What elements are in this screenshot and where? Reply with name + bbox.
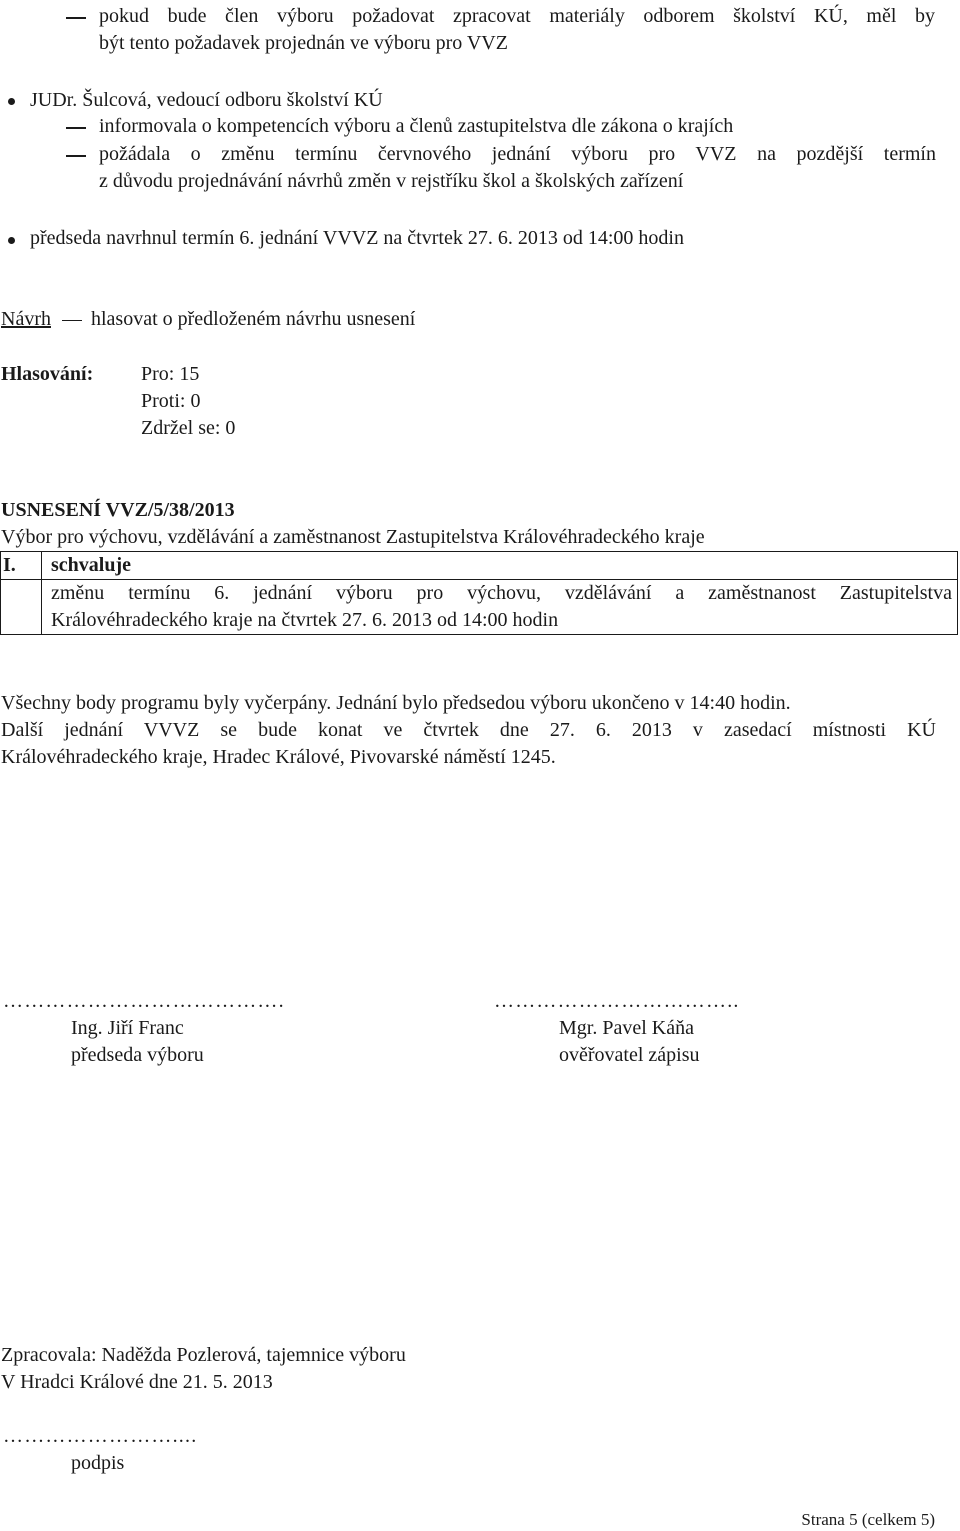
signature-role-right: ověřovatel zápisu bbox=[559, 1044, 700, 1066]
bullet-item-text: předseda navrhnul termín 6. jednání VVVZ na čtvrtek 27. 6. 2013 od 14:00 hodin bbox=[30, 227, 684, 249]
dash-marker bbox=[66, 155, 86, 157]
dash-item-text: informovala o kompetencích výboru a členů zastupitelstva dle zákona o krajích bbox=[99, 115, 734, 137]
resolution-table bbox=[0, 551, 958, 635]
prepared-by: Zpracovala: Naděžda Pozlerová, tajemnice výboru bbox=[1, 1344, 406, 1366]
voting-proti: Proti: 0 bbox=[141, 390, 201, 412]
page-number: Strana 5 (celkem 5) bbox=[801, 1510, 935, 1529]
closing-text: Všechny body programu byly vyčerpány. Jednání bylo předsedou výboru ukončeno v 14:40 hodin. bbox=[1, 692, 791, 714]
resolution-title: USNESENÍ VVZ/5/38/2013 bbox=[1, 499, 235, 521]
resolution-text: Královéhradeckého kraje na čtvrtek 27. 6. 2013 od 14:00 hodin bbox=[51, 609, 559, 631]
signature-name-left: Ing. Jiří Franc bbox=[71, 1017, 184, 1039]
bullet-item-text: JUDr. Šulcová, vedoucí odboru školství KÚ bbox=[30, 89, 383, 111]
dash-marker bbox=[66, 17, 86, 19]
sign-dots: …………………….... bbox=[3, 1425, 198, 1447]
sign-label: podpis bbox=[71, 1452, 125, 1474]
dash-item-text: požádala o změnu termínu červnového jednání výboru pro VVZ na pozdější termín bbox=[99, 143, 936, 165]
voting-pro: Pro: 15 bbox=[141, 363, 200, 385]
dash-item-text: z důvodu projednávání návrhů změn v rejstříku škol a školských zařízení bbox=[99, 170, 684, 192]
resolution-committee: Výbor pro výchovu, vzdělávání a zaměstnanost Zastupitelstva Královéhradeckého kraje bbox=[1, 526, 705, 548]
signature-line-right: …………………………….. bbox=[494, 990, 740, 1012]
bullet-marker bbox=[8, 98, 15, 105]
voting-zdrzel: Zdržel se: 0 bbox=[141, 417, 236, 439]
closing-text: Královéhradeckého kraje, Hradec Králové, Pivovarské náměstí 1245. bbox=[1, 746, 556, 768]
signature-role-left: předseda výboru bbox=[71, 1044, 204, 1066]
dash-item-text: být tento požadavek projednán ve výboru pro VVZ bbox=[99, 32, 508, 54]
signature-name-right: Mgr. Pavel Káňa bbox=[559, 1017, 694, 1039]
signature-line-left: …………………………………. bbox=[3, 990, 285, 1012]
resolution-empty-cell bbox=[1, 580, 42, 635]
voting-label: Hlasování: bbox=[1, 363, 94, 385]
closing-text: Další jednání VVVZ se bude konat ve čtvrtek dne 27. 6. 2013 v zasedací místnosti KÚ bbox=[1, 719, 936, 741]
resolution-text: změnu termínu 6. jednání výboru pro výchovu, vzdělávání a zaměstnanost Zastupitelstva bbox=[51, 582, 952, 604]
resolution-verb: schvaluje bbox=[42, 552, 958, 580]
dash-item-text: pokud bude člen výboru požadovat zpracovat materiály odborem školství KÚ, měl by bbox=[99, 5, 935, 27]
dash-marker bbox=[66, 127, 86, 129]
place-date: V Hradci Králové dne 21. 5. 2013 bbox=[1, 1371, 273, 1393]
resolution-numeral: I. bbox=[1, 552, 42, 580]
proposal-text: hlasovat o předloženém návrhu usnesení bbox=[90, 308, 416, 330]
proposal-line bbox=[1, 306, 415, 333]
proposal-label: Návrh bbox=[1, 308, 51, 330]
proposal-dash bbox=[62, 320, 82, 322]
bullet-marker bbox=[8, 237, 15, 244]
resolution-text-cell bbox=[42, 580, 958, 635]
